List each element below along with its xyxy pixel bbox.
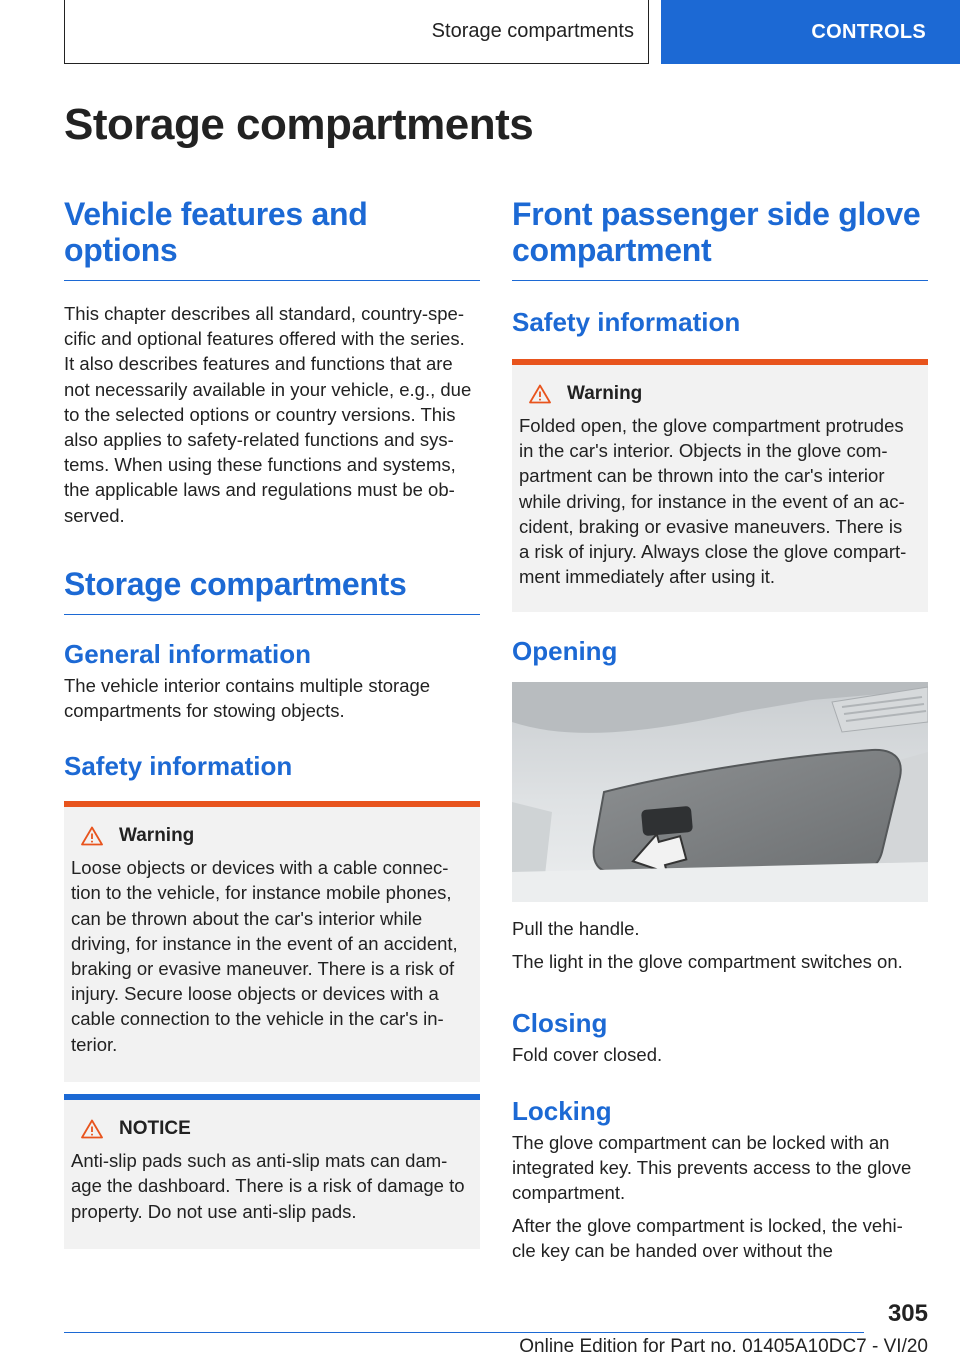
text-line: tems. When using these functions and systems, <box>64 454 456 476</box>
text-line: served. <box>64 504 125 526</box>
text-line: This chapter describes all standard, country-spe- <box>64 303 464 324</box>
header-chapter-title: CONTROLS <box>811 20 926 43</box>
locking-heading: Locking <box>512 1095 612 1126</box>
text-line: The glove compartment can be locked with an <box>512 1131 890 1153</box>
text-line: cific and optional features offered with the series. <box>64 328 465 350</box>
notice-text <box>71 1148 474 1224</box>
warning-triangle-icon <box>529 384 551 404</box>
glove-heading-line: Front passenger side glove <box>512 196 921 232</box>
text-line: partment can be thrown into the car's interior <box>519 465 885 487</box>
text-line: cle key can be handed over without the <box>512 1240 833 1262</box>
general-info-paragraph <box>64 673 480 723</box>
right-column <box>512 196 928 1264</box>
text-line: ment immediately after using it. <box>519 566 776 588</box>
text-line: compartment. <box>512 1182 626 1204</box>
text-line: driving, for instance in the event of an accident, <box>71 932 458 954</box>
closing-text: Fold cover closed. <box>512 1044 663 1066</box>
glove-compartment-illustration <box>512 682 928 902</box>
glove-compartment-heading <box>512 196 928 268</box>
warning-box <box>512 359 928 612</box>
notice-box <box>64 1094 480 1249</box>
features-heading-line: options <box>64 232 178 268</box>
text-line: age the dashboard. There is a risk of damage to <box>71 1175 465 1197</box>
text-line: the applicable laws and regulations must be ob- <box>64 479 455 501</box>
footer-divider <box>64 1332 864 1333</box>
text-line: cident, braking or evasive maneuvers. There is <box>519 515 903 537</box>
storage-heading: Storage compartments <box>64 565 407 602</box>
text-line: integrated key. This prevents access to the glove <box>512 1156 912 1178</box>
text-line: After the glove compartment is locked, the vehi- <box>512 1215 903 1237</box>
header-section-title: Storage compartments <box>431 20 634 42</box>
text-line: cable connection to the vehicle in the car's in- <box>71 1008 444 1030</box>
header-chapter-tab <box>661 0 960 64</box>
warning-box-header <box>529 383 922 405</box>
page-number: 305 <box>887 1300 928 1327</box>
text-line: terior. <box>71 1033 118 1055</box>
text-line: The vehicle interior contains multiple storage <box>64 674 431 696</box>
features-heading-line: Vehicle features and <box>64 196 368 232</box>
text-line: also applies to safety-related functions and sys- <box>64 429 454 451</box>
safety-info-heading: Safety information <box>512 307 741 337</box>
features-paragraph <box>64 301 480 528</box>
locking-paragraph <box>512 1130 928 1206</box>
warning-text <box>71 855 474 1057</box>
text-line: a risk of injury. Always close the glove compart- <box>519 541 907 563</box>
text-line: It also describes features and functions that are <box>64 353 453 375</box>
text-line: in the car's interior. Objects in the glove com- <box>519 440 888 462</box>
text-line: tion to the vehicle, for instance mobile phones, <box>71 882 452 904</box>
warning-box <box>64 801 480 1082</box>
closing-heading: Closing <box>512 1008 608 1039</box>
pull-handle-text: Pull the handle. <box>512 918 640 939</box>
opening-heading: Opening <box>512 636 618 666</box>
divider <box>64 614 480 615</box>
edition-text: Online Edition for Part no. 01405A10DC7 - VI/20 <box>519 1336 928 1357</box>
warning-triangle-icon <box>81 826 103 846</box>
notice-triangle-icon <box>81 1119 103 1139</box>
divider <box>512 280 928 281</box>
text-line: injury. Secure loose objects or devices with a <box>71 983 439 1005</box>
features-heading <box>64 196 480 268</box>
text-line: property. Do not use anti-slip pads. <box>71 1200 357 1222</box>
text-line: can be thrown about the car's interior while <box>71 907 423 929</box>
divider <box>64 280 480 281</box>
left-column <box>64 196 480 1249</box>
warning-label: Warning <box>119 825 195 847</box>
glove-compartment-photo <box>512 682 928 902</box>
text-line: to the selected options or country versions. This <box>64 403 456 425</box>
text-line: Anti-slip pads such as anti-slip mats can dam- <box>71 1150 448 1172</box>
text-line: not necessarily available in your vehicle, e.g., due <box>64 378 472 400</box>
warning-text <box>519 413 922 589</box>
warning-box-header <box>81 825 474 847</box>
light-switch-text: The light in the glove compartment switches on. <box>512 951 903 973</box>
after-locking-paragraph <box>512 1213 928 1263</box>
notice-box-header <box>81 1118 474 1140</box>
general-info-heading: General information <box>64 638 312 669</box>
text-line: Loose objects or devices with a cable connec- <box>71 857 449 879</box>
text-line: braking or evasive maneuver. There is a risk of <box>71 958 455 980</box>
header-section-tab <box>64 0 649 64</box>
notice-label: NOTICE <box>119 1118 191 1140</box>
text-line: Folded open, the glove compartment protrudes <box>519 415 904 436</box>
page-title: Storage compartments <box>64 100 534 149</box>
text-line: while driving, for instance in the event of an ac- <box>519 490 905 512</box>
glove-heading-line: compartment <box>512 232 712 268</box>
text-line: compartments for stowing objects. <box>64 700 345 722</box>
warning-label: Warning <box>567 383 643 404</box>
safety-info-heading: Safety information <box>64 751 293 782</box>
